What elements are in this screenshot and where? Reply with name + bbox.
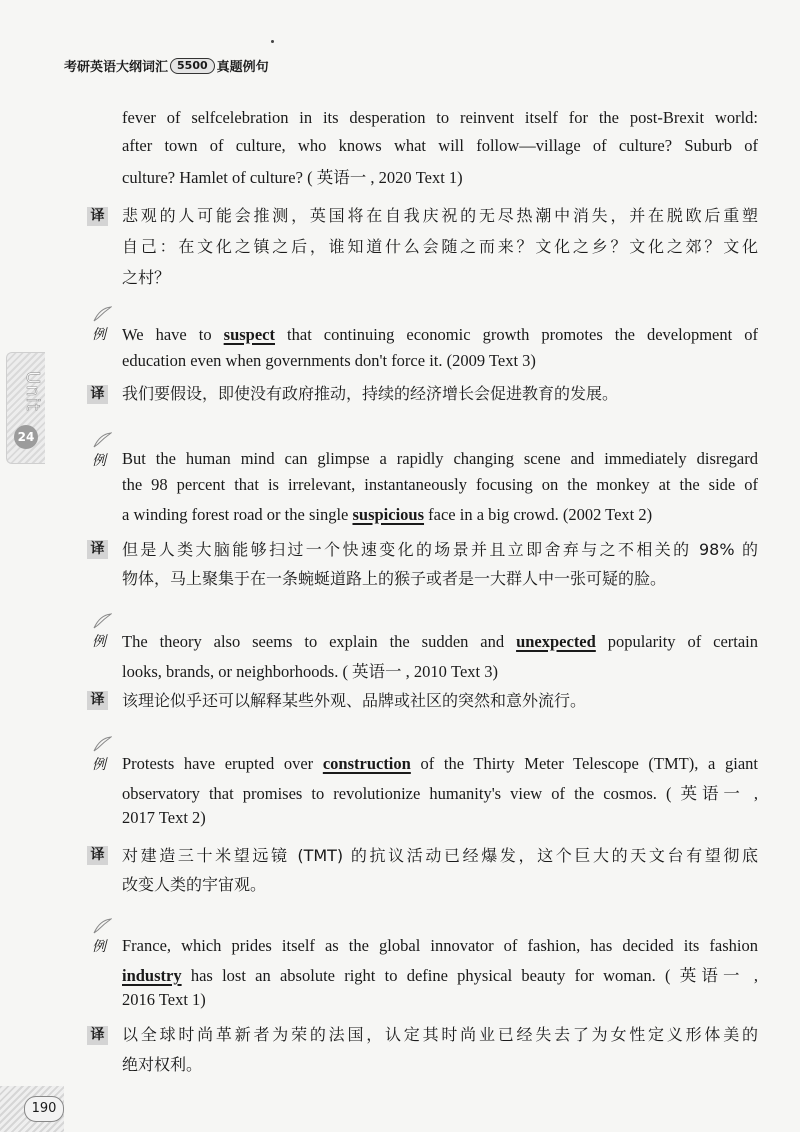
text-line <box>122 632 758 652</box>
example-label: 例 <box>92 327 106 343</box>
page-number: 190 <box>24 1096 64 1122</box>
feather-icon <box>92 918 112 934</box>
text-line: looks, brands, or neighborhoods. ( 英语一 , 2010 Text 3) <box>122 662 499 681</box>
text-segment: The theory also seems to explain the sudden and <box>122 632 517 651</box>
text-line: 物体，马上聚集于在一条蜿蜒道路上的猴子或者是一大群人中一张可疑的脸。 <box>122 569 667 588</box>
text-line: 改变人类的宇宙观。 <box>122 875 267 894</box>
text-segment: We have to <box>122 325 224 344</box>
unit-number: 24 <box>14 425 38 449</box>
example-icon <box>84 627 118 657</box>
text-line: France, which prides itself as the global innovator of fashion, has decided its fashion <box>122 936 758 955</box>
translation-icon: 译 <box>87 1026 108 1045</box>
example-icon <box>84 446 118 476</box>
text-line <box>122 325 758 345</box>
text-line: But the human mind can glimpse a rapidly changing scene and immediately disregard <box>122 449 758 468</box>
text-line: 之村？ <box>122 268 171 287</box>
header-badge: 5500 <box>170 58 215 74</box>
keyword: suspect <box>223 325 275 344</box>
header-suffix: 真题例句 <box>216 60 269 75</box>
text-line: 2016 Text 1) <box>122 990 206 1009</box>
translation-icon: 译 <box>87 846 108 865</box>
running-header <box>64 56 269 75</box>
keyword: unexpected <box>516 632 596 651</box>
translation-icon: 译 <box>87 691 108 710</box>
example-label: 例 <box>92 634 106 650</box>
text-line: culture? Hamlet of culture? ( 英语一 , 2020 Text 1) <box>122 168 463 187</box>
keyword: construction <box>322 754 411 773</box>
text-line: 绝对权利。 <box>122 1055 203 1074</box>
text-line: 但是人类大脑能够扫过一个快速变化的场景并且立即舍弃与之不相关的 98% 的 <box>122 540 758 559</box>
page-number-area <box>0 1086 64 1132</box>
example-label: 例 <box>92 757 106 773</box>
text-line: observatory that promises to revolutionize humanity's view of the cosmos. ( 英语一 , <box>122 784 758 803</box>
text-line: 我们要假设，即使没有政府推动，持续的经济增长会促进教育的发展。 <box>122 384 619 403</box>
text-line: fever of selfcelebration in its desperation to reinvent itself for the post-Brexit world: <box>122 108 758 127</box>
text-line: 以全球时尚革新者为荣的法国，认定其时尚业已经失去了为女性定义形体美的 <box>122 1025 758 1044</box>
example-icon <box>84 932 118 962</box>
text-line: 对建造三十米望远镜 (TMT) 的抗议活动已经爆发，这个巨大的天文台有望彻底 <box>122 846 758 865</box>
text-segment: popularity of certain <box>595 632 758 651</box>
text-line <box>122 505 758 525</box>
text-segment: a winding forest road or the single <box>122 505 353 524</box>
feather-icon <box>92 432 112 448</box>
feather-icon <box>92 736 112 752</box>
text-line: 自己：在文化之镇之后，谁知道什么会随之而来？文化之乡？文化之郊？文化 <box>122 237 758 256</box>
text-line: after town of culture, who knows what will follow—village of culture? Suburb of <box>122 136 758 155</box>
keyword: suspicious <box>352 505 425 524</box>
example-label: 例 <box>92 453 106 469</box>
example-icon <box>84 750 118 780</box>
example-icon <box>84 320 118 350</box>
translation-icon: 译 <box>87 385 108 404</box>
example-label: 例 <box>92 939 106 955</box>
unit-label: Unit <box>22 370 43 412</box>
keyword: industry <box>122 966 182 985</box>
unit-tab <box>6 352 45 464</box>
text-line: 该理论似乎还可以解释某些外观、品牌或社区的突然和意外流行。 <box>122 691 587 710</box>
feather-icon <box>92 613 112 629</box>
text-line: education even when governments don't force it. (2009 Text 3) <box>122 351 536 370</box>
text-segment: of the Thirty Meter Telescope (TMT), a giant <box>410 754 758 773</box>
text-line <box>122 962 758 986</box>
feather-icon <box>92 306 112 322</box>
text-segment: that continuing economic growth promotes the development of <box>275 325 758 344</box>
text-segment: Protests have erupted over <box>122 754 323 773</box>
text-line: 2017 Text 2) <box>122 808 206 827</box>
text-line: 悲观的人可能会推测，英国将在自我庆祝的无尽热潮中消失，并在脱欧后重塑 <box>122 206 758 225</box>
header-title: 考研英语大纲词汇 <box>64 60 169 75</box>
print-speck <box>271 40 274 43</box>
translation-icon: 译 <box>87 207 108 226</box>
text-line: the 98 percent that is irrelevant, instantaneously focusing on the monkey at the side of <box>122 475 758 494</box>
text-line <box>122 754 758 774</box>
text-segment: face in a big crowd. (2002 Text 2) <box>424 505 653 524</box>
text-segment: has lost an absolute right to define physical beauty for woman. ( 英语一 , <box>181 966 758 985</box>
translation-icon: 译 <box>87 540 108 559</box>
